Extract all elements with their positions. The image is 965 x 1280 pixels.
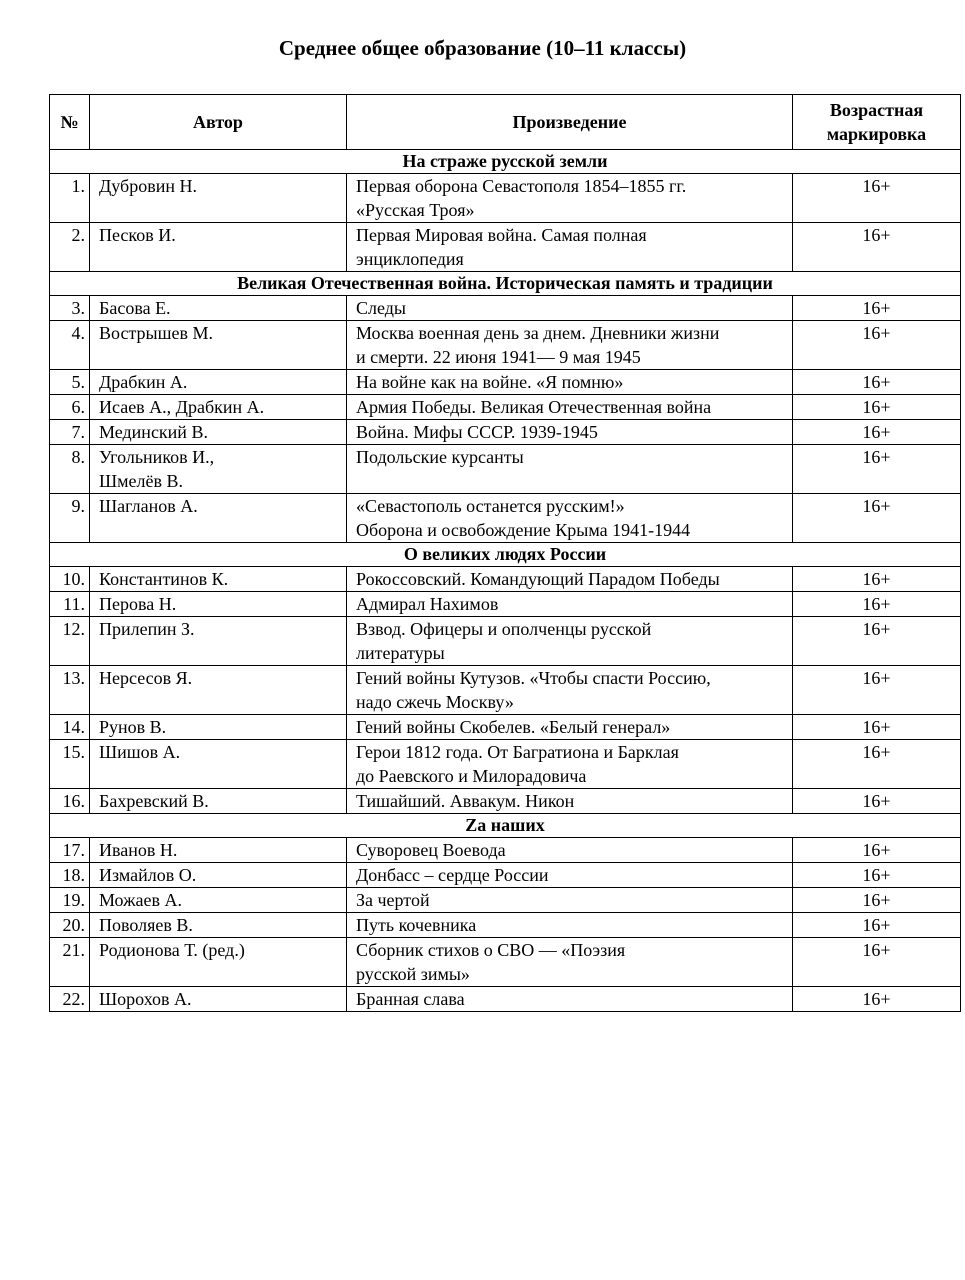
row-number: 20. [50,913,90,938]
row-number: 4. [50,321,90,370]
work-line: Война. Мифы СССР. 1939-1945 [356,422,598,442]
row-author: Шишов А. [90,740,347,789]
work-line: Рокоссовский. Командующий Парадом Победы [356,569,720,589]
row-work [347,987,793,1012]
row-work [347,740,793,789]
row-work [347,617,793,666]
row-number: 6. [50,395,90,420]
row-author: Константинов К. [90,567,347,592]
row-age-rating: 16+ [793,617,961,666]
row-number: 1. [50,174,90,223]
section-title: Великая Отечественная война. Историческая память и традиции [50,272,961,296]
section-row [50,814,961,838]
row-number: 17. [50,838,90,863]
row-age-rating: 16+ [793,567,961,592]
section-row [50,543,961,567]
author-line: Угольников И., [99,447,215,467]
row-number: 15. [50,740,90,789]
work-line: надо сжечь Москву» [356,692,514,712]
table-row [50,838,961,863]
table-row [50,296,961,321]
work-line: до Раевского и Милорадовича [356,766,587,786]
row-age-rating: 16+ [793,987,961,1012]
row-age-rating: 16+ [793,420,961,445]
work-line: Москва военная день за днем. Дневники жизни [356,323,720,343]
row-work [347,838,793,863]
row-work [347,370,793,395]
table-row [50,174,961,223]
row-author: Мединский В. [90,420,347,445]
section-title: На страже русской земли [50,150,961,174]
table-row [50,494,961,543]
table-header-row [50,95,961,150]
row-author: Исаев А., Драбкин А. [90,395,347,420]
table-row [50,567,961,592]
row-age-rating: 16+ [793,913,961,938]
table-row [50,938,961,987]
table-row [50,617,961,666]
table-row [50,715,961,740]
row-age-rating: 16+ [793,863,961,888]
row-number: 9. [50,494,90,543]
row-author: Иванов Н. [90,838,347,863]
row-age-rating: 16+ [793,494,961,543]
row-author: Дубровин Н. [90,174,347,223]
work-line: Суворовец Воевода [356,840,506,860]
work-line: Следы [356,298,406,318]
row-number: 3. [50,296,90,321]
work-line: Герои 1812 года. От Багратиона и Барклая [356,742,679,762]
header-author: Автор [90,95,347,150]
table-row [50,321,961,370]
row-number: 5. [50,370,90,395]
row-work [347,494,793,543]
section-row [50,272,961,296]
table-row [50,420,961,445]
row-age-rating: 16+ [793,395,961,420]
row-work [347,567,793,592]
work-line: «Русская Троя» [356,200,475,220]
row-age-rating: 16+ [793,296,961,321]
work-line: Армия Победы. Великая Отечественная война [356,397,712,417]
row-work [347,420,793,445]
work-line: Тишайший. Аввакум. Никон [356,791,575,811]
row-age-rating: 16+ [793,321,961,370]
row-work [347,863,793,888]
work-line: Подольские курсанты [356,447,524,467]
row-author: Песков И. [90,223,347,272]
work-line: Бранная слава [356,989,465,1009]
header-age-line1: Возрастная [829,100,924,120]
row-age-rating: 16+ [793,666,961,715]
work-line: «Севастополь останется русским!» [356,496,625,516]
work-line: Адмирал Нахимов [356,594,499,614]
literature-table [49,94,961,1012]
row-author: Рунов В. [90,715,347,740]
row-age-rating: 16+ [793,789,961,814]
row-work [347,888,793,913]
row-age-rating: 16+ [793,838,961,863]
work-line: Гений войны Скобелев. «Белый генерал» [356,717,671,737]
table-row [50,370,961,395]
row-number: 10. [50,567,90,592]
row-work [347,938,793,987]
header-num: № [50,95,90,150]
work-line: литературы [356,643,445,663]
row-work [347,592,793,617]
row-author: Драбкин А. [90,370,347,395]
row-work [347,174,793,223]
row-author: Басова Е. [90,296,347,321]
row-number: 18. [50,863,90,888]
row-age-rating: 16+ [793,592,961,617]
row-author [90,445,347,494]
table-row [50,913,961,938]
table-row [50,666,961,715]
row-work [347,789,793,814]
row-author: Нерсесов Я. [90,666,347,715]
document-title: Среднее общее образование (10–11 классы) [278,36,687,60]
author-line: Шмелёв В. [99,471,184,491]
row-author: Бахревский В. [90,789,347,814]
section-row [50,150,961,174]
row-author: Прилепин З. [90,617,347,666]
header-work: Произведение [347,95,793,150]
work-line: Первая оборона Севастополя 1854–1855 гг. [356,176,687,196]
row-author: Можаев А. [90,888,347,913]
table-row [50,445,961,494]
work-line: Первая Мировая война. Самая полная [356,225,647,245]
table-row [50,223,961,272]
row-work [347,223,793,272]
row-author: Поволяев В. [90,913,347,938]
row-number: 7. [50,420,90,445]
row-age-rating: 16+ [793,740,961,789]
table-row [50,740,961,789]
work-line: За чертой [356,890,430,910]
row-number: 21. [50,938,90,987]
row-author: Шагланов А. [90,494,347,543]
header-age-rating [793,95,961,150]
row-number: 2. [50,223,90,272]
row-author: Вострышев М. [90,321,347,370]
header-age-line2: маркировка [826,124,927,144]
work-line: Сборник стихов о СВО — «Поэзия [356,940,626,960]
work-line: русской зимы» [356,964,470,984]
work-line: Путь кочевника [356,915,477,935]
work-line: Оборона и освобождение Крыма 1941-1944 [356,520,691,540]
section-title: Zа наших [50,814,961,838]
table-row [50,888,961,913]
row-number: 12. [50,617,90,666]
row-number: 8. [50,445,90,494]
row-number: 19. [50,888,90,913]
table-row [50,987,961,1012]
row-author: Родионова Т. (ред.) [90,938,347,987]
row-work [347,913,793,938]
work-line: На войне как на войне. «Я помню» [356,372,624,392]
work-line: Взвод. Офицеры и ополченцы русской [356,619,652,639]
table-row [50,395,961,420]
row-author: Шорохов А. [90,987,347,1012]
table-body [50,150,961,1012]
row-number: 16. [50,789,90,814]
row-author: Измайлов О. [90,863,347,888]
row-age-rating: 16+ [793,223,961,272]
work-line: Гений войны Кутузов. «Чтобы спасти Россию, [356,668,711,688]
work-line: энциклопедия [356,249,464,269]
row-work [347,445,793,494]
work-line: и смерти. 22 июня 1941— 9 мая 1945 [356,347,641,367]
row-work [347,321,793,370]
row-age-rating: 16+ [793,888,961,913]
table-row [50,789,961,814]
row-work [347,715,793,740]
row-number: 13. [50,666,90,715]
row-age-rating: 16+ [793,370,961,395]
row-number: 11. [50,592,90,617]
row-age-rating: 16+ [793,938,961,987]
row-work [347,666,793,715]
row-age-rating: 16+ [793,174,961,223]
row-work [347,296,793,321]
table-row [50,863,961,888]
section-title: О великих людях России [50,543,961,567]
row-number: 14. [50,715,90,740]
row-number: 22. [50,987,90,1012]
row-work [347,395,793,420]
work-line: Донбасс – сердце России [356,865,549,885]
row-age-rating: 16+ [793,445,961,494]
table-row [50,592,961,617]
row-author: Перова Н. [90,592,347,617]
row-age-rating: 16+ [793,715,961,740]
